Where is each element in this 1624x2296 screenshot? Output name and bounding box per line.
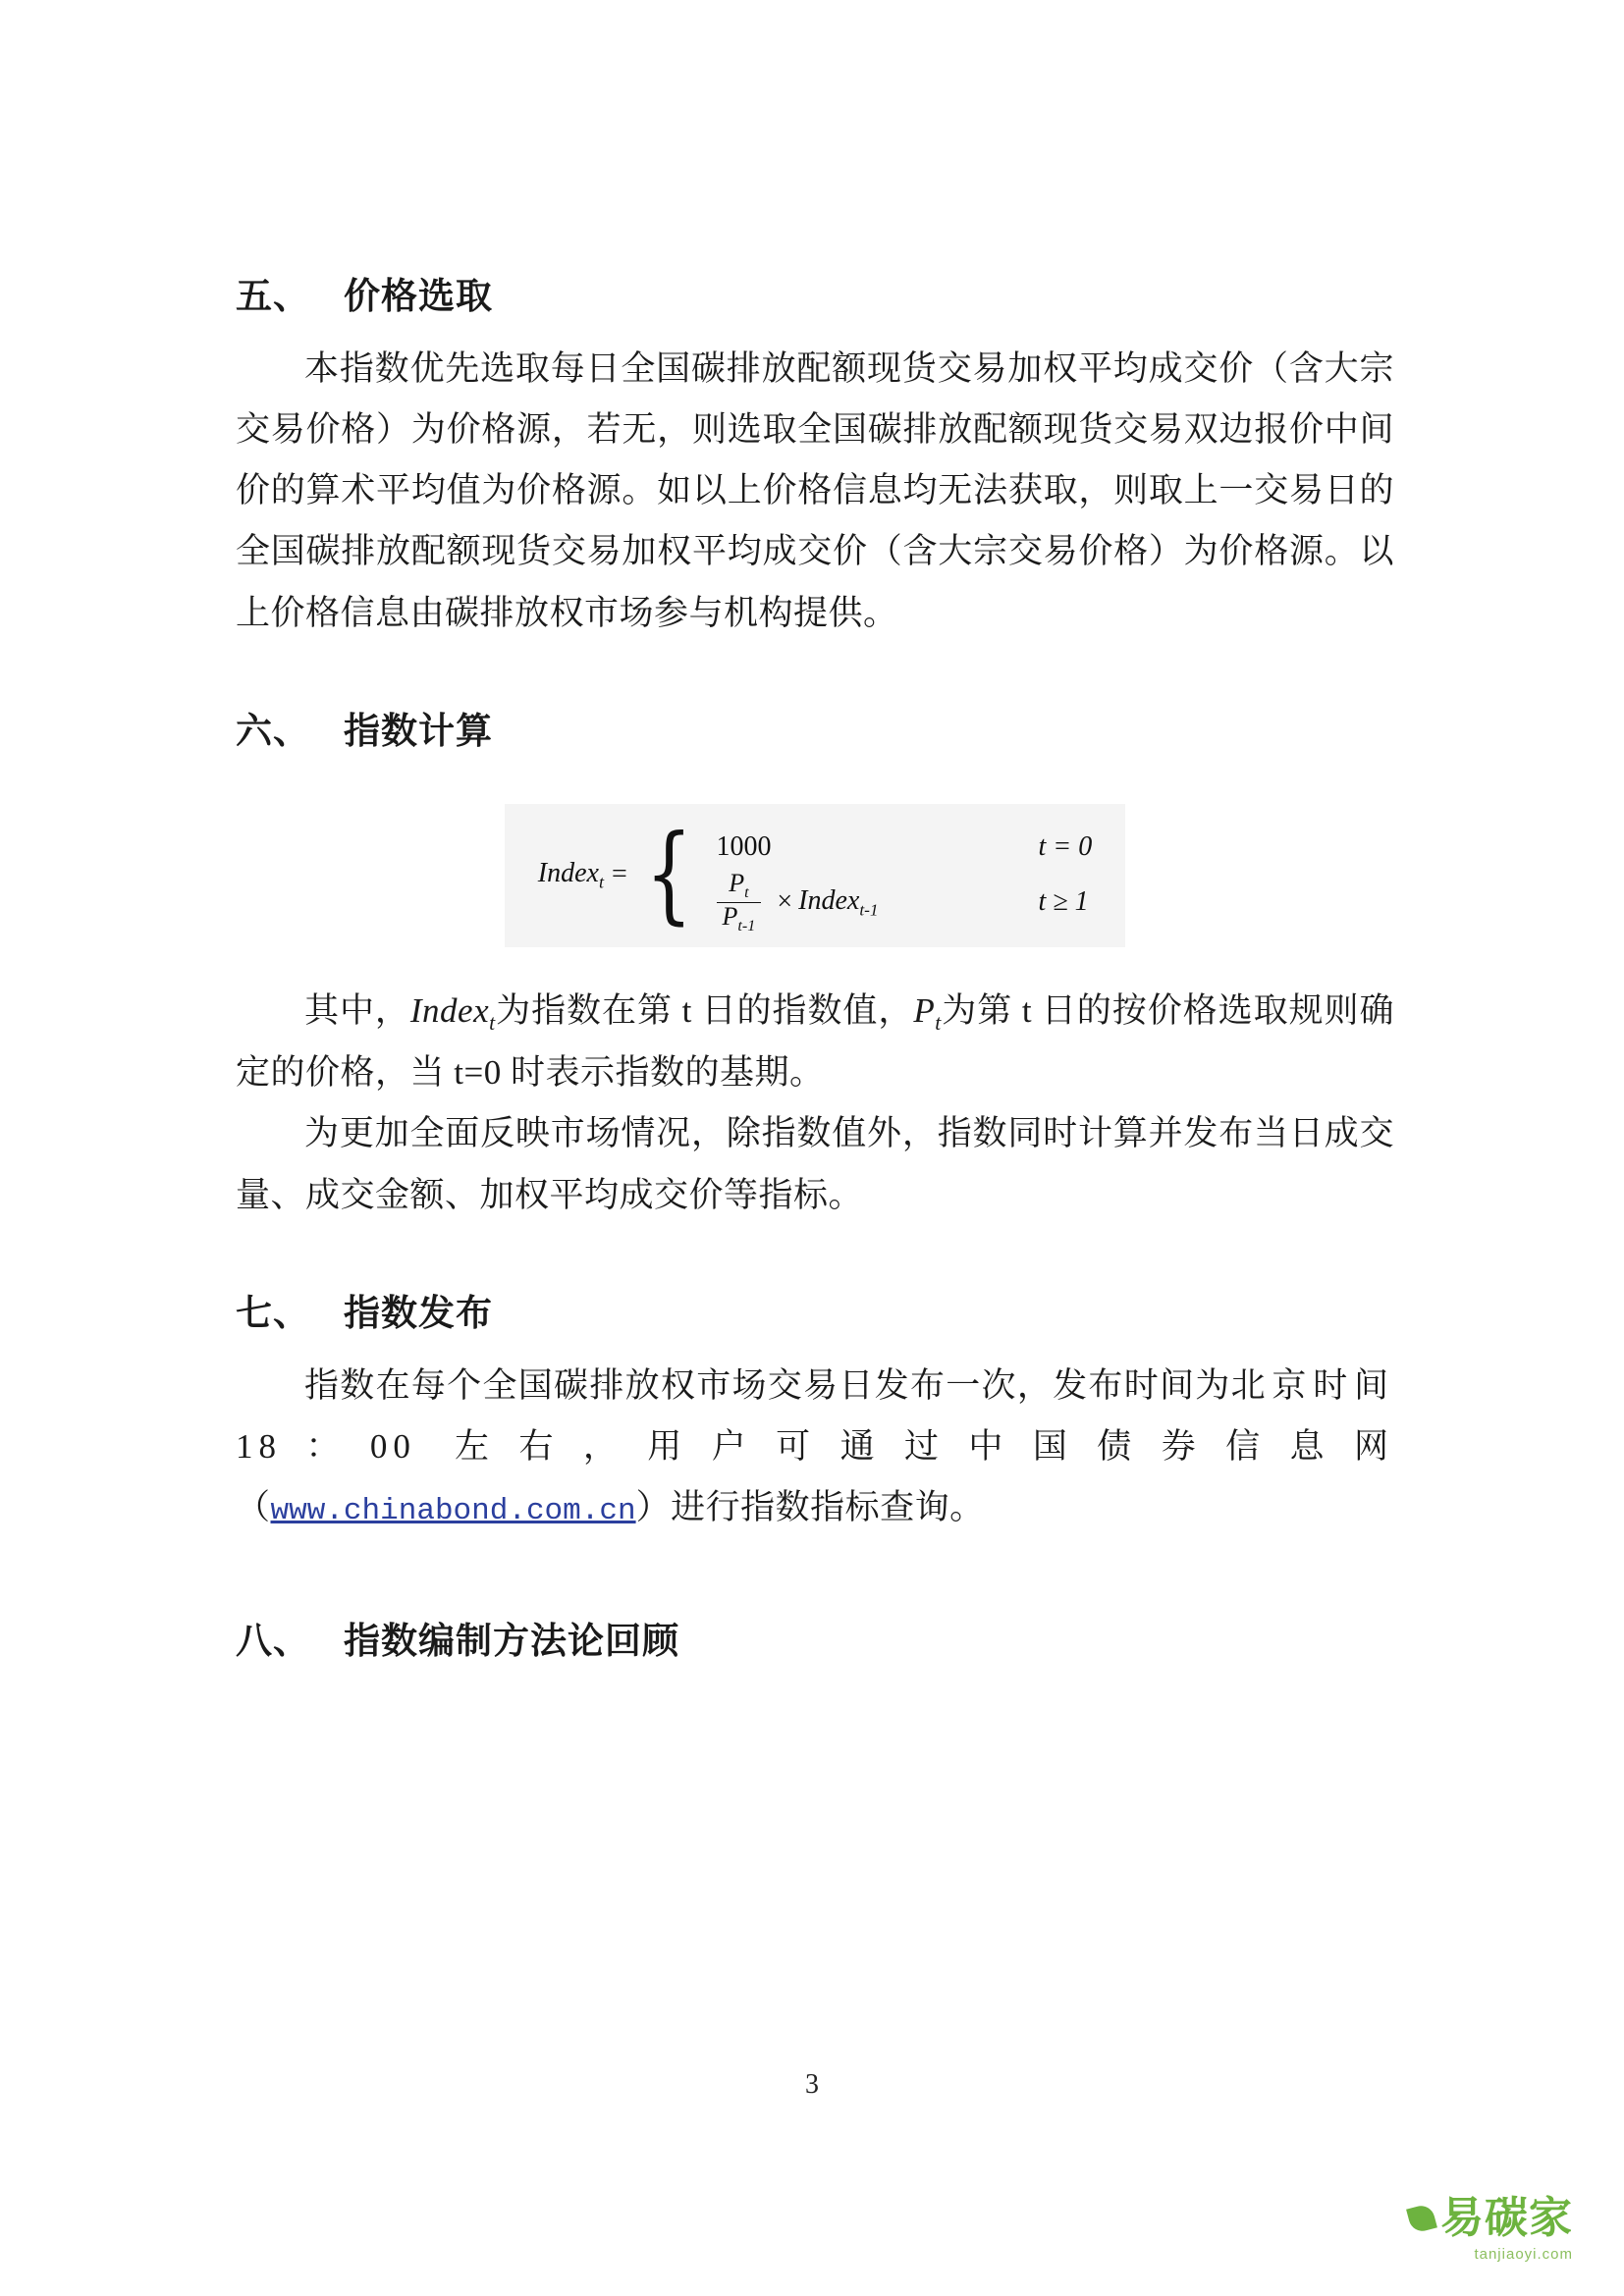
sec6-text-a: 其中， — [304, 991, 410, 1031]
formula-denominator-text: P — [722, 901, 738, 931]
formula-factor-text: Index — [798, 884, 860, 916]
sec6-text-c: 为第 t 日的按价格 — [941, 991, 1218, 1031]
section-heading-8 — [236, 1615, 1394, 1670]
sec6-text-b: 为指数在第 t 日的指数值， — [495, 991, 914, 1031]
document-content — [236, 270, 1394, 1670]
formula-case2-condition: t ≥ 1 — [1038, 886, 1089, 918]
formula-denominator-sub: t-1 — [737, 918, 756, 935]
formula-case-1 — [717, 820, 1093, 875]
formula-case1-condition: t = 0 — [1038, 831, 1093, 863]
section-5-paragraph-1: 本指数优先选取每日全国碳排放配额现货交易加权平均成交价（含大宗交易价格）为价格源，若无，则选取全国碳排放配额现货交易双边报价中间价的算术平均值为价格源。如以上价格信息均无法获取，则取上一交易日的全国碳排放配额现货交易加权平均成交价（含大宗交易价格）为价格源。以上价格信息由碳排放权市场参与机构提供。 — [236, 348, 1394, 632]
formula-denominator — [717, 902, 762, 935]
sec6-inline-index-sub: t — [489, 1011, 496, 1036]
formula-equals: = — [612, 859, 627, 890]
formula-lhs — [538, 858, 604, 893]
index-formula — [537, 813, 1093, 936]
formula-case2-factor — [798, 885, 878, 921]
section-number-8: 八、 — [236, 1622, 310, 1663]
section-title-6: 指数计算 — [344, 711, 493, 752]
formula-lhs-sub: t — [598, 872, 605, 892]
formula-fraction — [717, 870, 762, 935]
formula-times-operator: × — [777, 886, 793, 918]
formula-box — [505, 804, 1125, 947]
formula-numerator-text: P — [729, 868, 745, 897]
section-title-7: 指数发布 — [344, 1294, 493, 1334]
section-title-8: 指数编制方法论回顾 — [344, 1622, 679, 1663]
watermark-subtext: tanjiaoyi.com — [1474, 2246, 1573, 2263]
watermark-text — [1440, 2194, 1573, 2263]
leaf-icon — [1406, 2203, 1437, 2234]
section-heading-6 — [236, 705, 1394, 760]
sec6-inline-index-text: Index — [409, 991, 490, 1031]
section-6-paragraph-1 — [236, 981, 1394, 1103]
sec6-text-line2: 选取规则确定的价格，当 t=0 时表示指数的基期。 — [236, 991, 1394, 1093]
section-number-7: 七、 — [236, 1294, 310, 1334]
sec6-inline-price-sub: t — [935, 1011, 942, 1036]
watermark-main-text: 易碳家 — [1440, 2194, 1573, 2242]
section-6-paragraph-2: 为更加全面反映市场情况，除指数值外，指数同时计算并发布当日成交量、成交金额、加权平均成交价等指标。 — [236, 1114, 1394, 1214]
formula-case1-value: 1000 — [716, 831, 772, 863]
formula-factor-sub: t-1 — [859, 900, 879, 920]
formula-cases — [716, 820, 1093, 935]
formula-brace: { — [645, 813, 693, 936]
page-number: 3 — [805, 2069, 819, 2100]
section-number-6: 六、 — [236, 711, 310, 752]
formula-case2-expression — [717, 870, 1011, 935]
section-7-paragraph-1 — [236, 1356, 1394, 1539]
watermark-logo — [1386, 2180, 1573, 2263]
formula-case-2 — [717, 868, 1093, 935]
formula-numerator — [723, 870, 754, 902]
section-number-5: 五、 — [236, 277, 310, 317]
sec6-inline-index — [409, 991, 496, 1036]
sec7-text-d: ）进行指数指标查询。 — [635, 1488, 985, 1527]
sec6-inline-price — [913, 991, 942, 1036]
formula-numerator-sub: t — [744, 884, 749, 902]
section-heading-7 — [236, 1287, 1394, 1342]
chinabond-website-link[interactable]: www.chinabond.com.cn — [270, 1494, 636, 1529]
sec7-text-b: 北京时间 18：00 左右，用户可通过中国债券信息网 — [236, 1365, 1394, 1466]
section-heading-5 — [236, 270, 1394, 325]
section-title-5: 价格选取 — [344, 277, 493, 317]
sec7-text-a: 指数在每个全国碳排放权市场交易日发布一次，发布时间为 — [304, 1365, 1231, 1405]
formula-lhs-text: Index — [537, 857, 599, 888]
formula-block — [236, 804, 1394, 947]
sec6-inline-price-text: P — [913, 991, 936, 1031]
sec7-paren-open: （ — [236, 1488, 271, 1527]
